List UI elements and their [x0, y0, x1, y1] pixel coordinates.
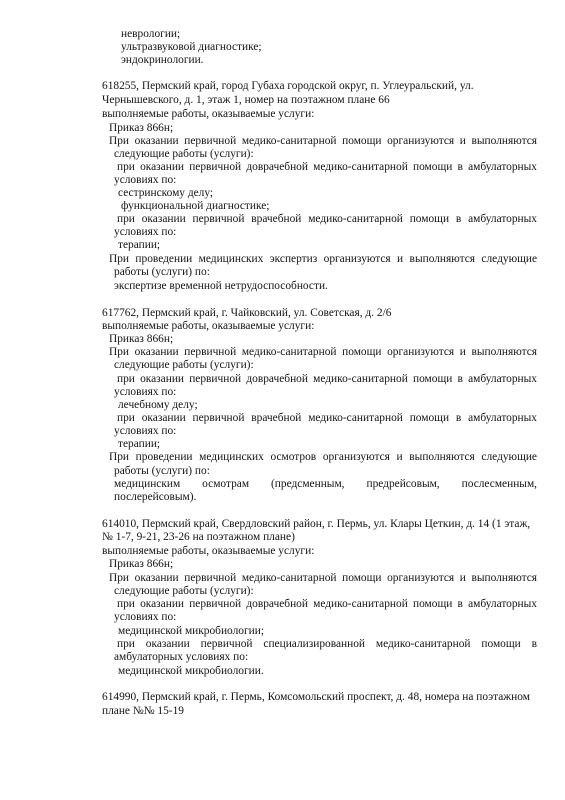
paragraph-line: при оказании первичной специализированной медико-санитарной помощи в — [117, 638, 537, 650]
list-item: экспертизе временной нетрудоспособности. — [114, 280, 328, 292]
paragraph-line: при оказании первичной доврачебной медико-санитарной помощи в амбулаторных — [117, 598, 537, 610]
list-item: медицинским осмотрам (предсменным, предрейсовым, послесменным, — [114, 478, 537, 490]
paragraph-line: амбулаторных условиях по: — [114, 651, 249, 663]
paragraph-line: При оказании первичной медико-санитарной помощи организуются и выполняются — [109, 346, 537, 358]
list-item: терапии; — [118, 438, 161, 450]
address-line: 614010, Пермский край, Свердловский район, г. Пермь, ул. Клары Цеткин, д. 14 (1 этаж, — [102, 518, 531, 530]
list-item: послерейсовым). — [114, 491, 197, 503]
paragraph-line: условиях по: — [114, 174, 177, 186]
list-item: лечебному делу; — [118, 399, 198, 411]
address-line: 614990, Пермский край, г. Пермь, Комсомольский проспект, д. 48, номера на поэтажном — [102, 691, 530, 703]
order-reference: Приказ 866н; — [109, 333, 174, 345]
list-item: функциональной диагностике; — [121, 200, 270, 212]
list-item: сестринскому делу; — [118, 187, 214, 199]
paragraph-line: условиях по: — [114, 611, 177, 623]
paragraph-line: при оказании первичной доврачебной медико-санитарной помощи в амбулаторных — [117, 373, 537, 385]
address-line: 618255, Пермский край, город Губаха городской округ, п. Углеуральский, ул. — [102, 80, 474, 92]
works-intro: выполняемые работы, оказываемые услуги: — [102, 320, 315, 332]
address-line: 617762, Пермский край, г. Чайковский, ул. Советская, д. 2/6 — [102, 307, 392, 319]
order-reference: Приказ 866н; — [109, 122, 174, 134]
paragraph-line: При проведении медицинских осмотров организуются и выполняются следующие — [109, 451, 537, 463]
paragraph-line: при оказании первичной врачебной медико-санитарной помощи в амбулаторных — [117, 412, 537, 424]
paragraph-line: При проведении медицинских экспертиз организуются и выполняются следующие — [109, 253, 537, 265]
list-item: медицинской микробиологии. — [118, 665, 264, 677]
list-item: медицинской микробиологии; — [118, 625, 265, 637]
order-reference: Приказ 866н; — [109, 558, 174, 570]
paragraph-line: При оказании первичной медико-санитарной помощи организуются и выполняются — [109, 135, 537, 147]
address-line: № 1-7, 9-21, 23-26 на поэтажном плане) — [102, 531, 295, 543]
paragraph-line: условиях по: — [114, 386, 177, 398]
list-item: терапии; — [118, 239, 161, 251]
paragraph-line: При оказании первичной медико-санитарной помощи организуются и выполняются — [109, 572, 537, 584]
paragraph-line: следующие работы (услуги): — [114, 359, 254, 371]
list-item: неврологии; — [121, 28, 181, 40]
works-intro: выполняемые работы, оказываемые услуги: — [102, 108, 315, 120]
list-item: эндокринологии. — [121, 54, 204, 66]
paragraph-line: следующие работы (услуги): — [114, 148, 254, 160]
address-line: плане №№ 15-19 — [102, 705, 184, 717]
paragraph-line: работы (услуги) по: — [114, 465, 210, 477]
paragraph-line: работы (услуги) по: — [114, 266, 210, 278]
address-line: Чернышевского, д. 1, этаж 1, номер на поэтажном плане 66 — [102, 94, 390, 106]
paragraph-line: следующие работы (услуги): — [114, 585, 254, 597]
list-item: ультразвуковой диагностике; — [121, 41, 262, 53]
paragraph-line: при оказании первичной врачебной медико-санитарной помощи в амбулаторных — [117, 213, 537, 225]
paragraph-line: при оказании первичной доврачебной медико-санитарной помощи в амбулаторных — [117, 161, 537, 173]
paragraph-line: условиях по: — [114, 425, 177, 437]
paragraph-line: условиях по: — [114, 226, 177, 238]
works-intro: выполняемые работы, оказываемые услуги: — [102, 545, 315, 557]
